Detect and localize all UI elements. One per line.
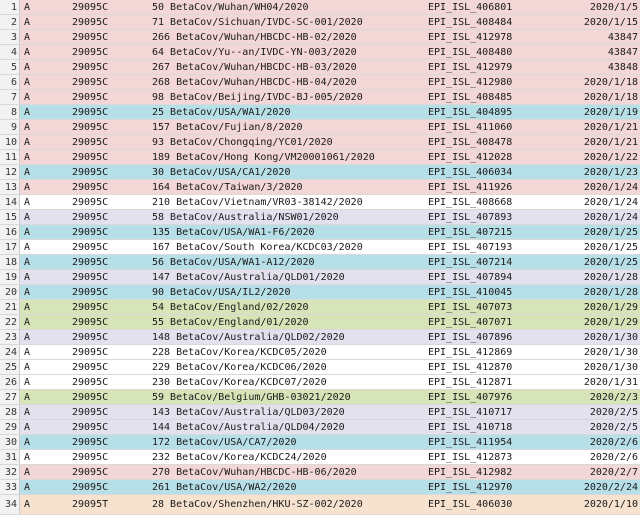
table-row[interactable] [0,60,640,75]
cell-collection-date[interactable]: 2020/1/31 [583,377,638,388]
table-row[interactable] [0,105,640,120]
cell-strain-name[interactable]: 270 BetaCov/Wuhan/HBCDC-HB-06/2020 [152,467,357,478]
cell-strain-name[interactable]: 135 BetaCov/USA/WA1-F6/2020 [152,227,315,238]
cell-collection-date[interactable]: 2020/1/21 [583,122,638,133]
table-row[interactable] [0,150,640,165]
cell-accession-id[interactable]: EPI_ISL_408480 [428,47,513,58]
cell-variant[interactable]: 29095C [72,227,109,238]
cell-accession-id[interactable]: EPI_ISL_408484 [428,17,513,28]
cell-accession-id[interactable]: EPI_ISL_412873 [428,452,513,463]
row-number: 29 [0,420,20,434]
cell-variant[interactable]: 29095C [72,317,109,328]
table-row[interactable] [0,165,640,180]
cell-clade[interactable]: A [24,2,31,13]
cell-accession-id[interactable]: EPI_ISL_412978 [428,32,513,43]
cell-accession-id[interactable]: EPI_ISL_407896 [428,332,513,343]
row-number: 10 [0,135,20,149]
row-number: 1 [0,0,20,14]
cell-clade[interactable]: A [24,332,31,343]
cell-accession-id[interactable]: EPI_ISL_412869 [428,347,513,358]
cell-clade[interactable]: A [24,377,31,388]
cell-accession-id[interactable]: EPI_ISL_408478 [428,137,513,148]
cell-clade[interactable]: A [24,242,31,253]
cell-accession-id[interactable]: EPI_ISL_406801 [428,2,513,13]
cell-accession-id[interactable]: EPI_ISL_411060 [428,122,513,133]
cell-collection-date[interactable]: 2020/1/25 [583,242,638,253]
cell-strain-name[interactable]: 189 BetaCov/Hong Kong/VM20001061/2020 [152,152,375,163]
cell-clade[interactable]: A [24,287,31,298]
table-row[interactable] [0,30,640,45]
cell-accession-id[interactable]: EPI_ISL_404895 [428,107,513,118]
table-row[interactable] [0,255,640,270]
cell-variant[interactable]: 29095C [72,122,109,133]
cell-collection-date[interactable]: 2020/1/15 [583,17,638,28]
row-number: 21 [0,300,20,314]
table-row[interactable] [0,420,640,435]
table-row[interactable] [0,240,640,255]
cell-strain-name[interactable]: 210 BetaCov/Vietnam/VR03-38142/2020 [152,197,363,208]
cell-collection-date[interactable]: 2020/1/21 [583,137,638,148]
row-number: 14 [0,195,20,209]
cell-strain-name[interactable]: 232 BetaCov/Korea/KCDC24/2020 [152,452,327,463]
row-number: 22 [0,315,20,329]
row-number: 4 [0,45,20,59]
cell-variant[interactable]: 29095T [72,499,109,510]
cell-clade[interactable]: A [24,107,31,118]
cell-collection-date[interactable]: 43848 [607,62,638,73]
row-number: 7 [0,90,20,104]
table-row[interactable] [0,180,640,195]
row-number: 15 [0,210,20,224]
cell-accession-id[interactable]: EPI_ISL_408668 [428,197,513,208]
cell-collection-date[interactable]: 2020/2/7 [589,467,638,478]
cell-clade[interactable]: A [24,17,31,28]
table-row[interactable] [0,120,640,135]
cell-strain-name[interactable]: 25 BetaCov/USA/WA1/2020 [152,107,291,118]
table-row[interactable] [0,0,640,15]
table-row[interactable] [0,465,640,480]
cell-variant[interactable]: 29095C [72,212,109,223]
cell-collection-date[interactable]: 2020/1/25 [583,227,638,238]
cell-clade[interactable]: A [24,499,31,510]
cell-collection-date[interactable]: 2020/1/29 [583,317,638,328]
cell-accession-id[interactable]: EPI_ISL_407215 [428,227,513,238]
cell-accession-id[interactable]: EPI_ISL_412982 [428,467,513,478]
cell-collection-date[interactable]: 43847 [607,32,638,43]
row-number: 32 [0,465,20,479]
cell-accession-id[interactable]: EPI_ISL_411926 [428,182,513,193]
cell-accession-id[interactable]: EPI_ISL_407894 [428,272,513,283]
table-row[interactable] [0,315,640,330]
cell-accession-id[interactable]: EPI_ISL_407893 [428,212,513,223]
table-row[interactable] [0,390,640,405]
cell-collection-date[interactable]: 2020/2/3 [589,392,638,403]
cell-strain-name[interactable]: 228 BetaCov/Korea/KCDC05/2020 [152,347,327,358]
cell-clade[interactable]: A [24,317,31,328]
cell-strain-name[interactable]: 54 BetaCov/England/02/2020 [152,302,309,313]
cell-collection-date[interactable]: 2020/1/28 [583,272,638,283]
table-row[interactable] [0,405,640,420]
cell-variant[interactable]: 29095C [72,107,109,118]
cell-collection-date[interactable]: 2020/2/6 [589,452,638,463]
table-row[interactable] [0,495,640,515]
cell-strain-name[interactable]: 28 BetaCov/Shenzhen/HKU-SZ-002/2020 [152,499,363,510]
cell-variant[interactable]: 29095C [72,347,109,358]
cell-strain-name[interactable]: 90 BetaCov/USA/IL2/2020 [152,287,291,298]
cell-accession-id[interactable]: EPI_ISL_412979 [428,62,513,73]
cell-variant[interactable]: 29095C [72,152,109,163]
cell-accession-id[interactable]: EPI_ISL_410717 [428,407,513,418]
table-row[interactable] [0,435,640,450]
cell-clade[interactable]: A [24,407,31,418]
table-row[interactable] [0,360,640,375]
cell-clade[interactable]: A [24,32,31,43]
cell-clade[interactable]: A [24,197,31,208]
row-number: 8 [0,105,20,119]
cell-strain-name[interactable]: 267 BetaCov/Wuhan/HBCDC-HB-03/2020 [152,62,357,73]
cell-variant[interactable]: 29095C [72,482,109,493]
cell-collection-date[interactable]: 2020/2/24 [583,482,638,493]
cell-collection-date[interactable]: 2020/1/5 [589,2,638,13]
table-row[interactable] [0,90,640,105]
cell-strain-name[interactable]: 230 BetaCov/Korea/KCDC07/2020 [152,377,327,388]
cell-accession-id[interactable]: EPI_ISL_410045 [428,287,513,298]
cell-clade[interactable]: A [24,92,31,103]
cell-strain-name[interactable]: 268 BetaCov/Wuhan/HBCDC-HB-04/2020 [152,77,357,88]
row-number: 28 [0,405,20,419]
cell-collection-date[interactable]: 43847 [607,47,638,58]
cell-collection-date[interactable]: 2020/1/30 [583,362,638,373]
cell-strain-name[interactable]: 64 BetaCov/Yu--an/IVDC-YN-003/2020 [152,47,357,58]
row-number: 27 [0,390,20,404]
row-number: 9 [0,120,20,134]
cell-collection-date[interactable]: 2020/1/29 [583,302,638,313]
cell-variant[interactable]: 29095C [72,62,109,73]
row-number: 20 [0,285,20,299]
cell-collection-date[interactable]: 2020/1/23 [583,167,638,178]
cell-clade[interactable]: A [24,212,31,223]
row-number: 16 [0,225,20,239]
row-number: 18 [0,255,20,269]
cell-collection-date[interactable]: 2020/1/24 [583,212,638,223]
cell-strain-name[interactable]: 229 BetaCov/Korea/KCDC06/2020 [152,362,327,373]
table-row[interactable] [0,135,640,150]
row-number: 11 [0,150,20,164]
cell-strain-name[interactable]: 164 BetaCov/Taiwan/3/2020 [152,182,303,193]
table-row[interactable] [0,330,640,345]
cell-strain-name[interactable]: 58 BetaCov/Australia/NSW01/2020 [152,212,339,223]
row-number: 30 [0,435,20,449]
row-number: 13 [0,180,20,194]
cell-accession-id[interactable]: EPI_ISL_411954 [428,437,513,448]
cell-variant[interactable]: 29095C [72,242,109,253]
table-row[interactable] [0,285,640,300]
cell-variant[interactable]: 29095C [72,332,109,343]
cell-variant[interactable]: 29095C [72,197,109,208]
cell-collection-date[interactable]: 2020/1/30 [583,332,638,343]
table-row[interactable] [0,195,640,210]
cell-collection-date[interactable]: 2020/1/30 [583,347,638,358]
cell-accession-id[interactable]: EPI_ISL_408485 [428,92,513,103]
cell-clade[interactable]: A [24,347,31,358]
cell-variant[interactable]: 29095C [72,182,109,193]
table-row[interactable] [0,45,640,60]
cell-strain-name[interactable]: 93 BetaCov/Chongqing/YC01/2020 [152,137,333,148]
cell-clade[interactable]: A [24,437,31,448]
row-number: 3 [0,30,20,44]
cell-clade[interactable]: A [24,47,31,58]
cell-strain-name[interactable]: 98 BetaCov/Beijing/IVDC-BJ-005/2020 [152,92,363,103]
row-number: 26 [0,375,20,389]
cell-collection-date[interactable]: 2020/2/5 [589,407,638,418]
cell-accession-id[interactable]: EPI_ISL_410718 [428,422,513,433]
cell-clade[interactable]: A [24,422,31,433]
table-row[interactable] [0,15,640,30]
row-number: 19 [0,270,20,284]
cell-variant[interactable]: 29095C [72,2,109,13]
cell-accession-id[interactable]: EPI_ISL_406030 [428,499,513,510]
cell-variant[interactable]: 29095C [72,137,109,148]
cell-strain-name[interactable]: 261 BetaCov/USA/WA2/2020 [152,482,297,493]
cell-collection-date[interactable]: 2020/1/24 [583,182,638,193]
cell-clade[interactable]: A [24,302,31,313]
cell-accession-id[interactable]: EPI_ISL_407976 [428,392,513,403]
cell-strain-name[interactable]: 71 BetaCov/Sichuan/IVDC-SC-001/2020 [152,17,363,28]
table-row[interactable] [0,300,640,315]
cell-clade[interactable]: A [24,167,31,178]
cell-collection-date[interactable]: 2020/2/6 [589,437,638,448]
cell-strain-name[interactable]: 143 BetaCov/Australia/QLD03/2020 [152,407,345,418]
cell-collection-date[interactable]: 2020/1/10 [583,499,638,510]
cell-collection-date[interactable]: 2020/1/19 [583,107,638,118]
cell-clade[interactable]: A [24,122,31,133]
cell-collection-date[interactable]: 2020/1/22 [583,152,638,163]
row-number: 12 [0,165,20,179]
cell-strain-name[interactable]: 56 BetaCov/USA/WA1-A12/2020 [152,257,315,268]
cell-strain-name[interactable]: 30 BetaCov/USA/CA1/2020 [152,167,291,178]
cell-variant[interactable]: 29095C [72,437,109,448]
table-row[interactable] [0,345,640,360]
cell-variant[interactable]: 29095C [72,422,109,433]
cell-strain-name[interactable]: 167 BetaCov/South Korea/KCDC03/2020 [152,242,363,253]
cell-variant[interactable]: 29095C [72,287,109,298]
row-number: 24 [0,345,20,359]
row-number: 2 [0,15,20,29]
cell-accession-id[interactable]: EPI_ISL_406034 [428,167,513,178]
cell-accession-id[interactable]: EPI_ISL_407193 [428,242,513,253]
cell-clade[interactable]: A [24,482,31,493]
cell-clade[interactable]: A [24,257,31,268]
row-number: 31 [0,450,20,464]
cell-strain-name[interactable]: 157 BetaCov/Fujian/8/2020 [152,122,303,133]
cell-clade[interactable]: A [24,392,31,403]
row-number: 25 [0,360,20,374]
cell-clade[interactable]: A [24,137,31,148]
cell-variant[interactable]: 29095C [72,92,109,103]
cell-variant[interactable]: 29095C [72,377,109,388]
table-row[interactable] [0,75,640,90]
row-number: 33 [0,480,20,494]
table-row[interactable] [0,210,640,225]
row-number: 17 [0,240,20,254]
cell-variant[interactable]: 29095C [72,452,109,463]
cell-clade[interactable]: A [24,182,31,193]
cell-clade[interactable]: A [24,467,31,478]
cell-collection-date[interactable]: 2020/2/5 [589,422,638,433]
cell-accession-id[interactable]: EPI_ISL_412870 [428,362,513,373]
cell-variant[interactable]: 29095C [72,392,109,403]
cell-clade[interactable]: A [24,62,31,73]
cell-variant[interactable]: 29095C [72,467,109,478]
cell-clade[interactable]: A [24,452,31,463]
cell-variant[interactable]: 29095C [72,47,109,58]
cell-clade[interactable]: A [24,77,31,88]
cell-collection-date[interactable]: 2020/1/28 [583,287,638,298]
cell-variant[interactable]: 29095C [72,362,109,373]
cell-clade[interactable]: A [24,362,31,373]
cell-variant[interactable]: 29095C [72,272,109,283]
table-row[interactable] [0,375,640,390]
cell-collection-date[interactable]: 2020/1/18 [583,77,638,88]
cell-variant[interactable]: 29095C [72,302,109,313]
cell-accession-id[interactable]: EPI_ISL_412970 [428,482,513,493]
row-number: 34 [0,495,20,514]
cell-accession-id[interactable]: EPI_ISL_407073 [428,302,513,313]
row-number: 6 [0,75,20,89]
cell-strain-name[interactable]: 59 BetaCov/Belgium/GHB-03021/2020 [152,392,351,403]
cell-strain-name[interactable]: 144 BetaCov/Australia/QLD04/2020 [152,422,345,433]
cell-collection-date[interactable]: 2020/1/24 [583,197,638,208]
cell-strain-name[interactable]: 148 BetaCov/Australia/QLD02/2020 [152,332,345,343]
cell-variant[interactable]: 29095C [72,17,109,28]
cell-accession-id[interactable]: EPI_ISL_407071 [428,317,513,328]
cell-accession-id[interactable]: EPI_ISL_412028 [428,152,513,163]
cell-clade[interactable]: A [24,152,31,163]
table-row[interactable] [0,450,640,465]
cell-strain-name[interactable]: 50 BetaCov/Wuhan/WH04/2020 [152,2,309,13]
cell-accession-id[interactable]: EPI_ISL_412871 [428,377,513,388]
cell-clade[interactable]: A [24,227,31,238]
cell-variant[interactable]: 29095C [72,407,109,418]
cell-strain-name[interactable]: 147 BetaCov/Australia/QLD01/2020 [152,272,345,283]
cell-collection-date[interactable]: 2020/1/25 [583,257,638,268]
row-number: 5 [0,60,20,74]
cell-clade[interactable]: A [24,272,31,283]
cell-strain-name[interactable]: 172 BetaCov/USA/CA7/2020 [152,437,297,448]
cell-strain-name[interactable]: 266 BetaCov/Wuhan/HBCDC-HB-02/2020 [152,32,357,43]
cell-accession-id[interactable]: EPI_ISL_412980 [428,77,513,88]
row-number: 23 [0,330,20,344]
cell-variant[interactable]: 29095C [72,167,109,178]
table-row[interactable] [0,480,640,495]
cell-variant[interactable]: 29095C [72,32,109,43]
cell-strain-name[interactable]: 55 BetaCov/England/01/2020 [152,317,309,328]
cell-collection-date[interactable]: 2020/1/18 [583,92,638,103]
cell-variant[interactable]: 29095C [72,257,109,268]
cell-accession-id[interactable]: EPI_ISL_407214 [428,257,513,268]
table-row[interactable] [0,270,640,285]
cell-variant[interactable]: 29095C [72,77,109,88]
table-row[interactable] [0,225,640,240]
